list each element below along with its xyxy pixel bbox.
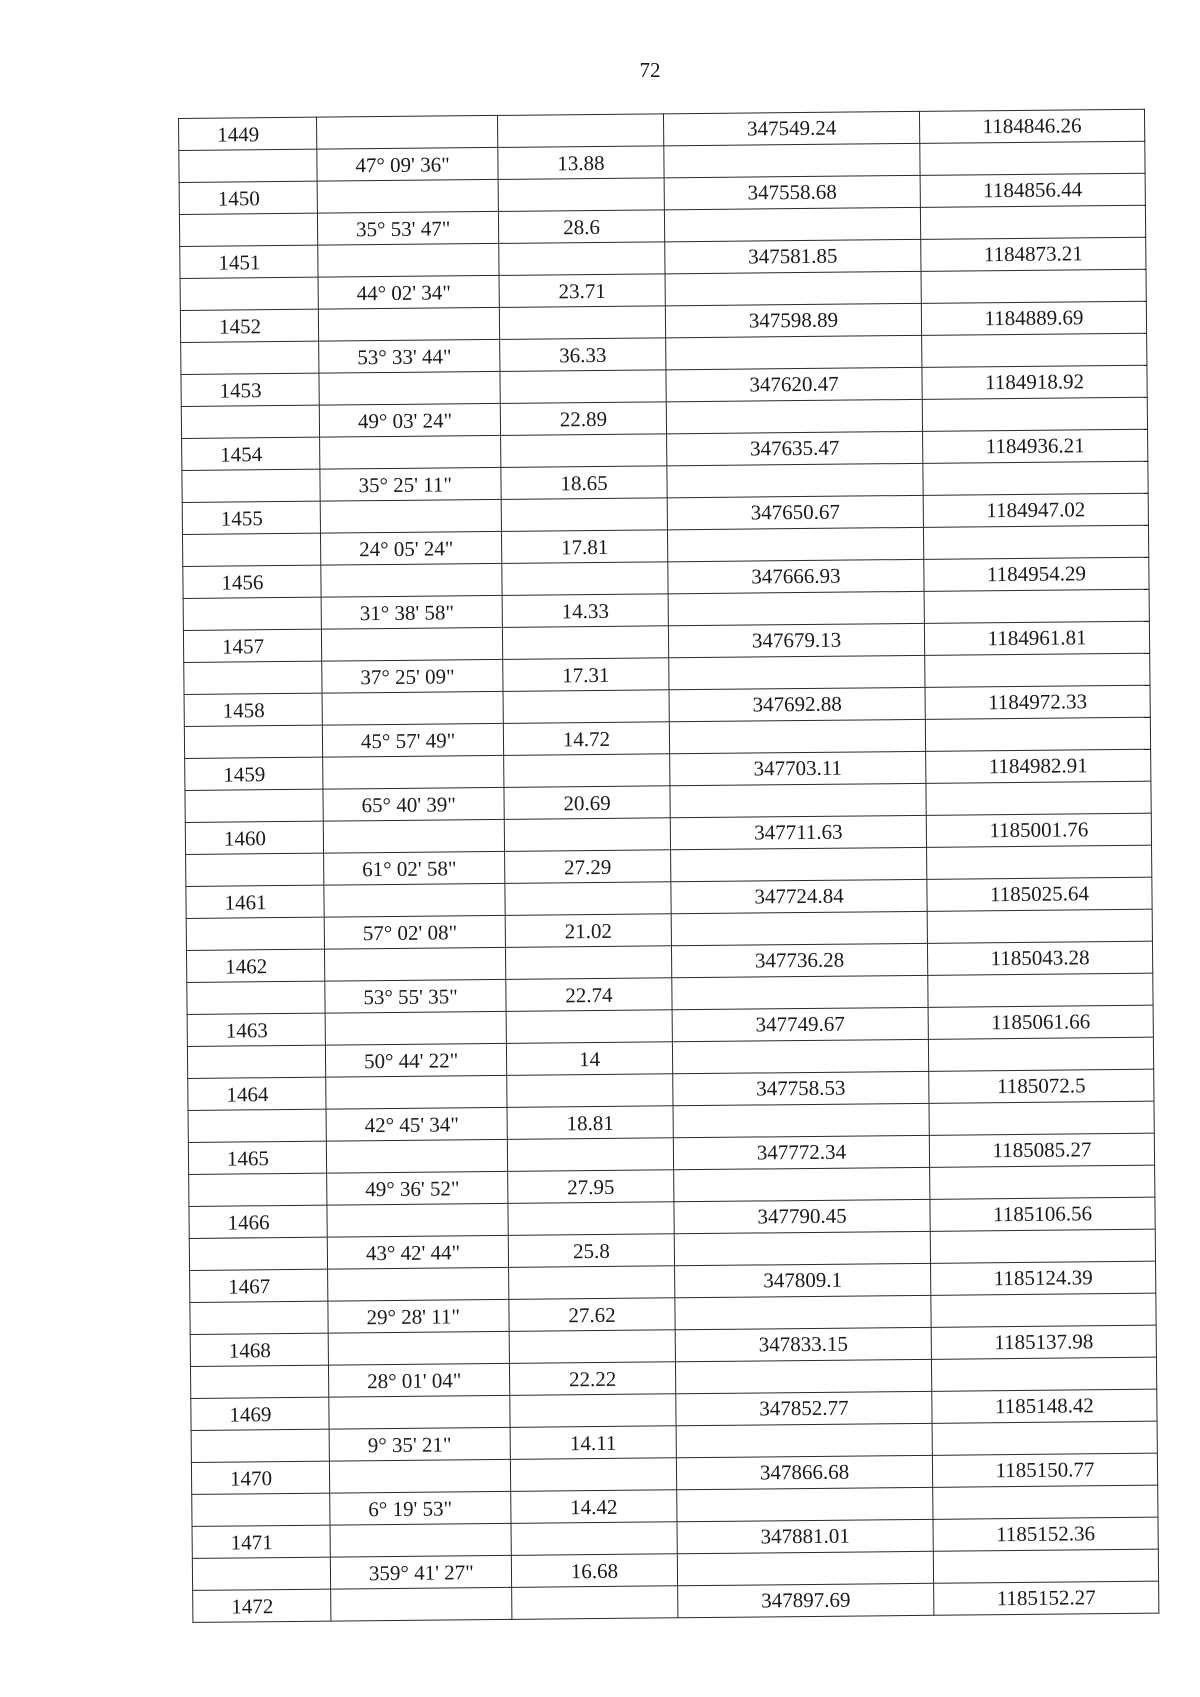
easting-cell: 347650.67 [667,495,923,529]
distance-cell: 23.71 [499,274,665,308]
distance-cell-empty [510,1394,676,1428]
easting-cell: 347549.24 [663,111,919,145]
point-id-cell-empty [183,597,321,630]
bearing-cell-empty [318,307,499,341]
distance-cell-empty [511,1522,677,1556]
bearing-cell: 35° 53' 47" [317,211,498,245]
easting-cell: 347881.01 [677,1519,933,1553]
northing-cell-empty [925,717,1150,751]
point-id-cell: 1458 [184,693,322,726]
northing-cell: 1185148.42 [932,1389,1157,1423]
point-id-cell-empty [190,1365,328,1398]
easting-cell: 347758.53 [673,1071,929,1105]
easting-cell-empty [665,271,921,305]
distance-cell-empty [507,1138,673,1172]
distance-cell-empty [499,306,665,340]
point-id-cell-empty [181,341,319,374]
northing-cell-empty [920,205,1145,239]
easting-cell: 347581.85 [665,239,921,273]
bearing-cell-empty [328,1267,509,1301]
distance-cell-empty [503,690,669,724]
easting-cell: 347666.93 [668,559,924,593]
easting-cell: 347852.77 [676,1391,932,1425]
northing-cell-empty [933,1549,1158,1583]
distance-cell-empty [507,1074,673,1108]
bearing-cell: 42° 45' 34" [326,1107,507,1141]
easting-cell: 347897.69 [678,1583,934,1617]
bearing-cell: 61° 02' 58" [324,851,505,885]
distance-cell: 18.65 [501,466,667,500]
point-id-cell: 1464 [188,1077,326,1110]
point-id-cell: 1466 [189,1205,327,1238]
northing-cell: 1185085.27 [929,1133,1154,1167]
distance-cell-empty [505,946,671,980]
bearing-cell: 43° 42' 44" [327,1235,508,1269]
northing-cell-empty [927,845,1152,879]
distance-cell: 22.74 [506,978,672,1012]
distance-cell-empty [505,882,671,916]
northing-cell-empty [925,653,1150,687]
point-id-cell-empty [186,853,324,886]
bearing-cell: 53° 55' 35" [325,979,506,1013]
point-id-cell: 1460 [185,821,323,854]
bearing-cell-empty [329,1459,510,1493]
easting-cell: 347790.45 [674,1199,930,1233]
bearing-cell-empty [318,243,499,277]
distance-cell: 13.88 [498,146,664,180]
point-id-cell-empty [192,1557,330,1590]
easting-cell-empty [670,783,926,817]
point-id-cell-empty [191,1429,329,1462]
northing-cell-empty [924,589,1149,623]
bearing-cell-empty [324,883,505,917]
bearing-cell-empty [323,819,504,853]
page-number: 72 [639,58,661,82]
northing-cell-empty [928,1037,1153,1071]
northing-cell: 1184856.44 [920,173,1145,207]
northing-cell: 1184972.33 [925,685,1150,719]
easting-cell-empty [673,1103,929,1137]
point-id-cell-empty [180,277,318,310]
easting-cell: 347620.47 [666,367,922,401]
bearing-cell: 24° 05' 24" [320,531,501,565]
distance-cell: 22.89 [500,402,666,436]
distance-cell: 21.02 [505,914,671,948]
bearing-cell: 359° 41' 27" [330,1555,511,1589]
easting-cell: 347635.47 [667,431,923,465]
distance-cell-empty [501,434,667,468]
easting-cell-empty [668,591,924,625]
point-id-cell: 1469 [191,1397,329,1430]
northing-cell-empty [931,1357,1156,1391]
bearing-cell: 65° 40' 39" [323,787,504,821]
point-id-cell: 1451 [180,245,318,278]
easting-cell-empty [669,655,925,689]
bearing-cell-empty [327,1203,508,1237]
northing-cell: 1185150.77 [932,1453,1157,1487]
northing-cell: 1185072.5 [929,1069,1154,1103]
easting-cell: 347772.34 [673,1135,929,1169]
northing-cell-empty [933,1485,1158,1519]
easting-cell-empty [672,975,928,1009]
easting-cell-empty [667,527,923,561]
point-id-cell-empty [189,1173,327,1206]
bearing-cell: 49° 03' 24" [319,403,500,437]
easting-cell: 347692.88 [669,687,925,721]
easting-cell: 347866.68 [676,1455,932,1489]
easting-cell-empty [677,1487,933,1521]
survey-table-body [179,109,1159,1622]
distance-cell: 27.62 [509,1298,675,1332]
point-id-cell-empty [188,1109,326,1142]
distance-cell-empty [501,498,667,532]
easting-cell-empty [675,1295,931,1329]
point-id-cell: 1454 [182,437,320,470]
distance-cell-empty [510,1458,676,1492]
distance-cell-empty [502,562,668,596]
northing-cell: 1185124.39 [931,1261,1156,1295]
bearing-cell: 53° 33' 44" [319,339,500,373]
easting-cell-empty [667,463,923,497]
northing-cell-empty [922,333,1147,367]
bearing-cell-empty [324,947,505,981]
easting-cell: 347711.63 [670,815,926,849]
bearing-cell: 44° 02' 34" [318,275,499,309]
distance-cell-empty [497,114,663,148]
bearing-cell-empty [326,1139,507,1173]
easting-cell-empty [669,719,925,753]
easting-cell-empty [672,1039,928,1073]
bearing-cell: 57° 02' 08" [324,915,505,949]
northing-cell: 1185025.64 [927,877,1152,911]
easting-cell-empty [674,1167,930,1201]
distance-cell: 16.68 [511,1554,677,1588]
point-id-cell: 1449 [179,117,317,150]
distance-cell: 27.95 [508,1170,674,1204]
point-id-cell: 1456 [183,565,321,598]
easting-cell-empty [671,911,927,945]
bearing-cell-empty [329,1395,510,1429]
point-id-cell-empty [192,1493,330,1526]
bearing-cell-empty [323,755,504,789]
bearing-cell: 29° 28' 11" [328,1299,509,1333]
bearing-cell: 47° 09' 36" [317,147,498,181]
northing-cell-empty [932,1421,1157,1455]
northing-cell-empty [926,781,1151,815]
bearing-cell: 9° 35' 21" [329,1427,510,1461]
northing-cell-empty [927,909,1152,943]
point-id-cell-empty [184,725,322,758]
easting-cell-empty [674,1231,930,1265]
northing-cell: 1184954.29 [924,557,1149,591]
point-id-cell-empty [184,661,322,694]
northing-cell: 1185152.27 [934,1581,1159,1615]
survey-coordinates-table [178,109,1159,1623]
bearing-cell: 31° 38' 58" [321,595,502,629]
easting-cell: 347809.1 [675,1263,931,1297]
northing-cell-empty [923,525,1148,559]
distance-cell: 14.72 [503,722,669,756]
northing-cell: 1185152.36 [933,1517,1158,1551]
point-id-cell: 1450 [179,181,317,214]
distance-cell: 14.33 [502,594,668,628]
point-id-cell: 1468 [190,1333,328,1366]
distance-cell: 14.11 [510,1426,676,1460]
bearing-cell-empty [321,563,502,597]
distance-cell: 20.69 [504,786,670,820]
easting-cell: 347679.13 [668,623,924,657]
point-id-cell: 1461 [186,885,324,918]
bearing-cell-empty [326,1075,507,1109]
survey-table-container [178,109,1159,1623]
northing-cell-empty [930,1229,1155,1263]
distance-cell: 14.42 [511,1490,677,1524]
point-id-cell-empty [187,981,325,1014]
point-id-cell: 1465 [188,1141,326,1174]
bearing-cell-empty [320,499,501,533]
northing-cell-empty [920,141,1145,175]
point-id-cell: 1457 [183,629,321,662]
northing-cell: 1184961.81 [924,621,1149,655]
bearing-cell-empty [317,179,498,213]
distance-cell: 18.81 [507,1106,673,1140]
distance-cell-empty [499,242,665,276]
point-id-cell: 1471 [192,1525,330,1558]
northing-cell: 1184918.92 [922,365,1147,399]
northing-cell: 1184936.21 [923,429,1148,463]
northing-cell-empty [928,973,1153,1007]
northing-cell: 1184873.21 [921,237,1146,271]
northing-cell: 1185061.66 [928,1005,1153,1039]
bearing-cell-empty [331,1587,512,1621]
northing-cell-empty [922,397,1147,431]
easting-cell-empty [666,335,922,369]
bearing-cell-empty [319,371,500,405]
easting-cell: 347749.67 [672,1007,928,1041]
point-id-cell: 1452 [180,309,318,342]
point-id-cell-empty [185,789,323,822]
distance-cell: 14 [506,1042,672,1076]
northing-cell: 1184947.02 [923,493,1148,527]
point-id-cell: 1472 [193,1589,331,1622]
northing-cell: 1185043.28 [927,941,1152,975]
point-id-cell: 1453 [181,373,319,406]
distance-cell-empty [498,178,664,212]
bearing-cell: 35° 25' 11" [320,467,501,501]
bearing-cell: 37° 25' 09" [322,659,503,693]
bearing-cell-empty [316,115,497,149]
easting-cell-empty [666,399,922,433]
northing-cell: 1185106.56 [930,1197,1155,1231]
northing-cell-empty [930,1165,1155,1199]
northing-cell: 1185001.76 [926,813,1151,847]
distance-cell-empty [500,370,666,404]
bearing-cell-empty [328,1331,509,1365]
bearing-cell: 50° 44' 22" [325,1043,506,1077]
northing-cell: 1184846.26 [919,109,1144,143]
distance-cell-empty [512,1586,678,1620]
easting-cell-empty [675,1359,931,1393]
easting-cell: 347703.11 [670,751,926,785]
point-id-cell: 1470 [191,1461,329,1494]
point-id-cell-empty [181,405,319,438]
bearing-cell-empty [320,435,501,469]
point-id-cell: 1462 [186,949,324,982]
easting-cell-empty [664,143,920,177]
bearing-cell: 49° 36' 52" [327,1171,508,1205]
bearing-cell-empty [325,1011,506,1045]
point-id-cell-empty [187,1045,325,1078]
easting-cell-empty [671,847,927,881]
easting-cell: 347598.89 [665,303,921,337]
distance-cell: 25.8 [508,1234,674,1268]
bearing-cell-empty [321,627,502,661]
bearing-cell: 6° 19' 53" [330,1491,511,1525]
northing-cell-empty [921,269,1146,303]
distance-cell-empty [509,1266,675,1300]
easting-cell: 347736.28 [671,943,927,977]
distance-cell: 17.81 [501,530,667,564]
distance-cell-empty [509,1330,675,1364]
distance-cell: 17.31 [503,658,669,692]
distance-cell-empty [508,1202,674,1236]
easting-cell-empty [664,207,920,241]
northing-cell: 1184889.69 [921,301,1146,335]
distance-cell: 36.33 [500,338,666,372]
distance-cell: 28.6 [498,210,664,244]
easting-cell: 347833.15 [675,1327,931,1361]
point-id-cell: 1459 [185,757,323,790]
point-id-cell-empty [182,533,320,566]
distance-cell: 27.29 [505,850,671,884]
point-id-cell-empty [189,1237,327,1270]
northing-cell-empty [931,1293,1156,1327]
easting-cell-empty [676,1423,932,1457]
point-id-cell-empty [182,469,320,502]
easting-cell: 347724.84 [671,879,927,913]
easting-cell: 347558.68 [664,175,920,209]
northing-cell: 1185137.98 [931,1325,1156,1359]
distance-cell-empty [504,754,670,788]
bearing-cell-empty [330,1523,511,1557]
distance-cell: 22.22 [509,1362,675,1396]
northing-cell: 1184982.91 [926,749,1151,783]
distance-cell-empty [502,626,668,660]
easting-cell-empty [677,1551,933,1585]
point-id-cell-empty [186,917,324,950]
distance-cell-empty [504,818,670,852]
point-id-cell-empty [179,213,317,246]
point-id-cell: 1467 [190,1269,328,1302]
point-id-cell-empty [179,149,317,182]
bearing-cell: 28° 01' 04" [328,1363,509,1397]
northing-cell-empty [929,1101,1154,1135]
point-id-cell-empty [190,1301,328,1334]
bearing-cell-empty [322,691,503,725]
northing-cell-empty [923,461,1148,495]
bearing-cell: 45° 57' 49" [322,723,503,757]
point-id-cell: 1463 [187,1013,325,1046]
point-id-cell: 1455 [182,501,320,534]
distance-cell-empty [506,1010,672,1044]
